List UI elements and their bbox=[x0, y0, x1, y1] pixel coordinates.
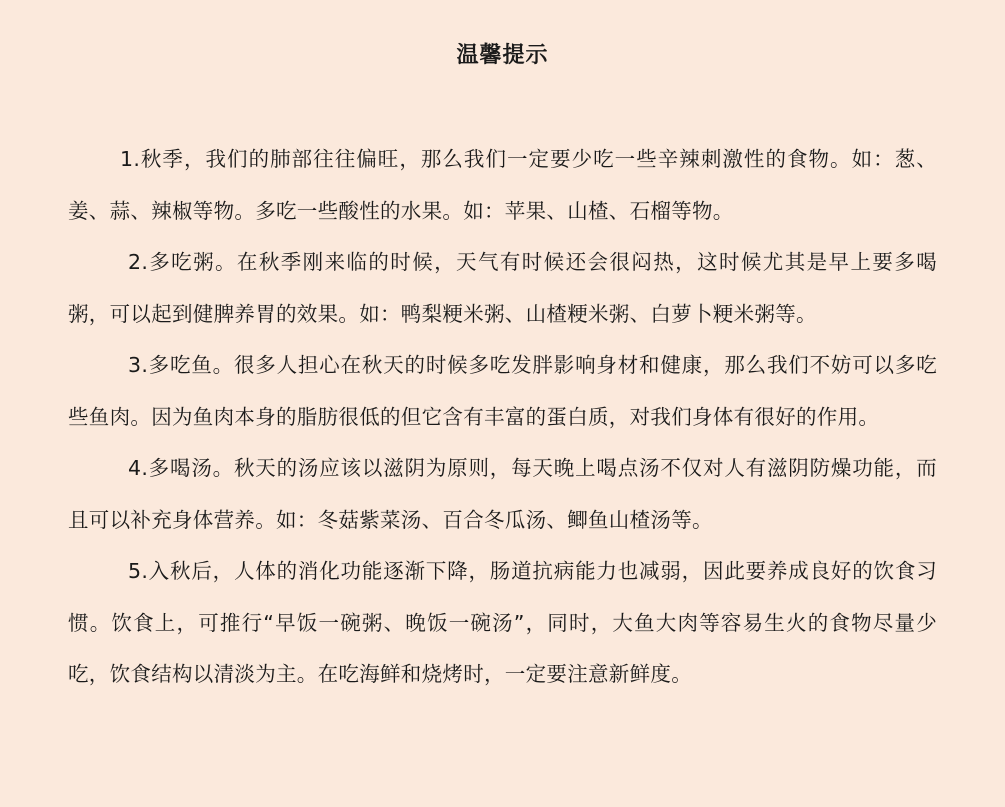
tips-content bbox=[68, 134, 937, 701]
page-title: 温馨提示 bbox=[456, 43, 549, 68]
tip-paragraph-3: 3.多吃鱼。很多人担心在秋天的时候多吃发胖影响身材和健康，那么我们不妨可以多吃些鱼肉。因为鱼肉本身的脂肪很低的但它含有丰富的蛋白质，对我们身体有很好的作用。 bbox=[68, 353, 937, 429]
tip-paragraph-1: 1.秋季，我们的肺部往往偏旺，那么我们一定要少吃一些辛辣刺激性的食物。如：葱、姜、蒜、辣椒等物。多吃一些酸性的水果。如：苹果、山楂、石榴等物。 bbox=[68, 147, 937, 223]
tip-paragraph-5: 5.入秋后，人体的消化功能逐渐下降，肠道抗病能力也减弱，因此要养成良好的饮食习惯。饮食上，可推行“早饭一碗粥、晚饭一碗汤”，同时，大鱼大肉等容易生火的食物尽量少吃，饮食结构以清淡为主。在吃海鲜和烧烤时，一定要注意新鲜度。 bbox=[68, 559, 937, 686]
tip-paragraph-4: 4.多喝汤。秋天的汤应该以滋阴为原则，每天晚上喝点汤不仅对人有滋阴防燥功能，而且可以补充身体营养。如：冬菇紫菜汤、百合冬瓜汤、鲫鱼山楂汤等。 bbox=[68, 456, 937, 532]
tip-paragraph-2: 2.多吃粥。在秋季刚来临的时候，天气有时候还会很闷热，这时候尤其是早上要多喝粥，可以起到健脾养胃的效果。如：鸭梨粳米粥、山楂粳米粥、白萝卜粳米粥等。 bbox=[68, 250, 937, 326]
